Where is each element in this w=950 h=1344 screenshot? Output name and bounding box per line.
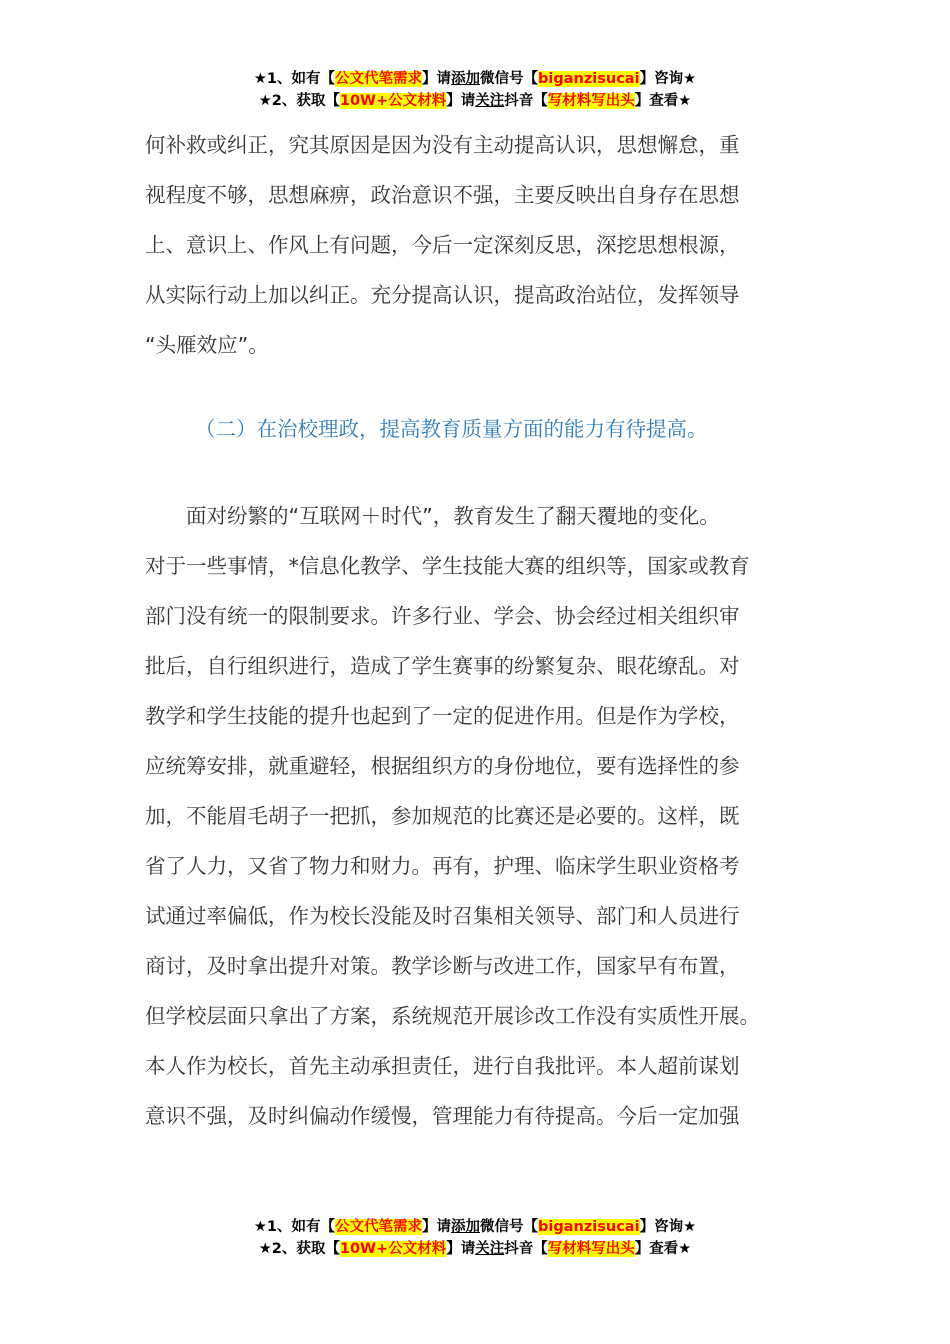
text-line: 上、意识上、作风上有问题，今后一定深刻反思，深挖思想根源， xyxy=(145,233,740,257)
text-line: 视程度不够，思想麻痹，政治意识不强，主要反映出自身存在思想 xyxy=(145,183,740,207)
banner-highlight: 写材料写出头 xyxy=(547,1241,635,1257)
banner-text: ★2、获取【 xyxy=(258,93,340,109)
banner-text: 】咨询★ xyxy=(639,71,697,87)
text-line: 本人作为校长，首先主动承担责任，进行自我批评。本人超前谋划 xyxy=(145,1054,740,1078)
banner-text: ★2、获取【 xyxy=(258,1241,340,1257)
text-line: 对于一些事情，*信息化教学、学生技能大赛的组织等，国家或教育 xyxy=(145,554,750,578)
text-line: 教学和学生技能的提升也起到了一定的促进作用。但是作为学校， xyxy=(145,704,740,728)
banner-highlight: biganzisucai xyxy=(538,1219,640,1235)
text-line: 面对纷繁的“互联网＋时代”，教育发生了翻天覆地的变化。 xyxy=(145,504,720,528)
banner-highlight: 公文代笔需求 xyxy=(335,71,423,87)
banner-line-1 xyxy=(0,68,950,90)
text-line: 但学校层面只拿出了方案，系统规范开展诊改工作没有实质性开展。 xyxy=(145,1004,760,1028)
text-line: 试通过率偏低，作为校长没能及时召集相关领导、部门和人员进行 xyxy=(145,904,740,928)
banner-highlight: 写材料写出头 xyxy=(547,93,635,109)
banner-text: 微信号【 xyxy=(480,71,539,87)
banner-highlight: 10W+公文材料 xyxy=(339,1241,447,1257)
text-line: 部门没有统一的限制要求。许多行业、学会、协会经过相关组织审 xyxy=(145,604,740,628)
banner-text: 】请 xyxy=(422,1219,452,1235)
banner-line-2 xyxy=(0,1238,950,1260)
text-line: 意识不强，及时纠偏动作缓慢，管理能力有待提高。今后一定加强 xyxy=(145,1104,740,1128)
paragraph-1 xyxy=(145,120,810,370)
banner-text: 抖音【 xyxy=(504,93,548,109)
text-line: 应统筹安排，就重避轻，根据组织方的身份地位，要有选择性的参 xyxy=(145,754,740,778)
banner-highlight: 公文代笔需求 xyxy=(335,1219,423,1235)
paragraph-2 xyxy=(145,491,810,1141)
text-line: 省了人力，又省了物力和财力。再有，护理、临床学生职业资格考 xyxy=(145,854,740,878)
banner-line-1 xyxy=(0,1216,950,1238)
text-line: 从实际行动上加以纠正。充分提高认识，提高政治站位，发挥领导 xyxy=(145,283,740,307)
banner-text: 】请 xyxy=(446,93,476,109)
text-line: 批后，自行组织进行，造成了学生赛事的纷繁复杂、眼花缭乱。对 xyxy=(145,654,740,678)
text-line: “头雁效应”。 xyxy=(145,333,269,357)
banner-text: 微信号【 xyxy=(480,1219,539,1235)
banner-text: 抖音【 xyxy=(504,1241,548,1257)
text-line: 何补救或纠正，究其原因是因为没有主动提高认识，思想懈怠，重 xyxy=(145,133,740,157)
banner-highlight: 10W+公文材料 xyxy=(339,93,447,109)
banner-underline: 添加 xyxy=(451,71,481,87)
banner-text: 】查看★ xyxy=(634,1241,692,1257)
section-heading: （二）在治校理政，提高教育质量方面的能力有待提高。 xyxy=(195,417,708,441)
banner-text: 】请 xyxy=(422,71,452,87)
text-line: 商讨，及时拿出提升对策。教学诊断与改进工作，国家早有布置， xyxy=(145,954,740,978)
banner-text: 】咨询★ xyxy=(639,1219,697,1235)
banner-line-2 xyxy=(0,90,950,112)
banner-highlight: biganzisucai xyxy=(538,71,640,87)
banner-text: ★1、如有【 xyxy=(253,1219,336,1235)
banner-underline: 添加 xyxy=(451,1219,481,1235)
header-banner xyxy=(0,68,950,112)
banner-underline: 关注 xyxy=(475,1241,505,1257)
banner-text: ★1、如有【 xyxy=(253,71,336,87)
banner-text: 】查看★ xyxy=(634,93,692,109)
footer-banner xyxy=(0,1216,950,1260)
text-line: 加，不能眉毛胡子一把抓，参加规范的比赛还是必要的。这样，既 xyxy=(145,804,740,828)
banner-text: 】请 xyxy=(446,1241,476,1257)
banner-underline: 关注 xyxy=(475,93,505,109)
